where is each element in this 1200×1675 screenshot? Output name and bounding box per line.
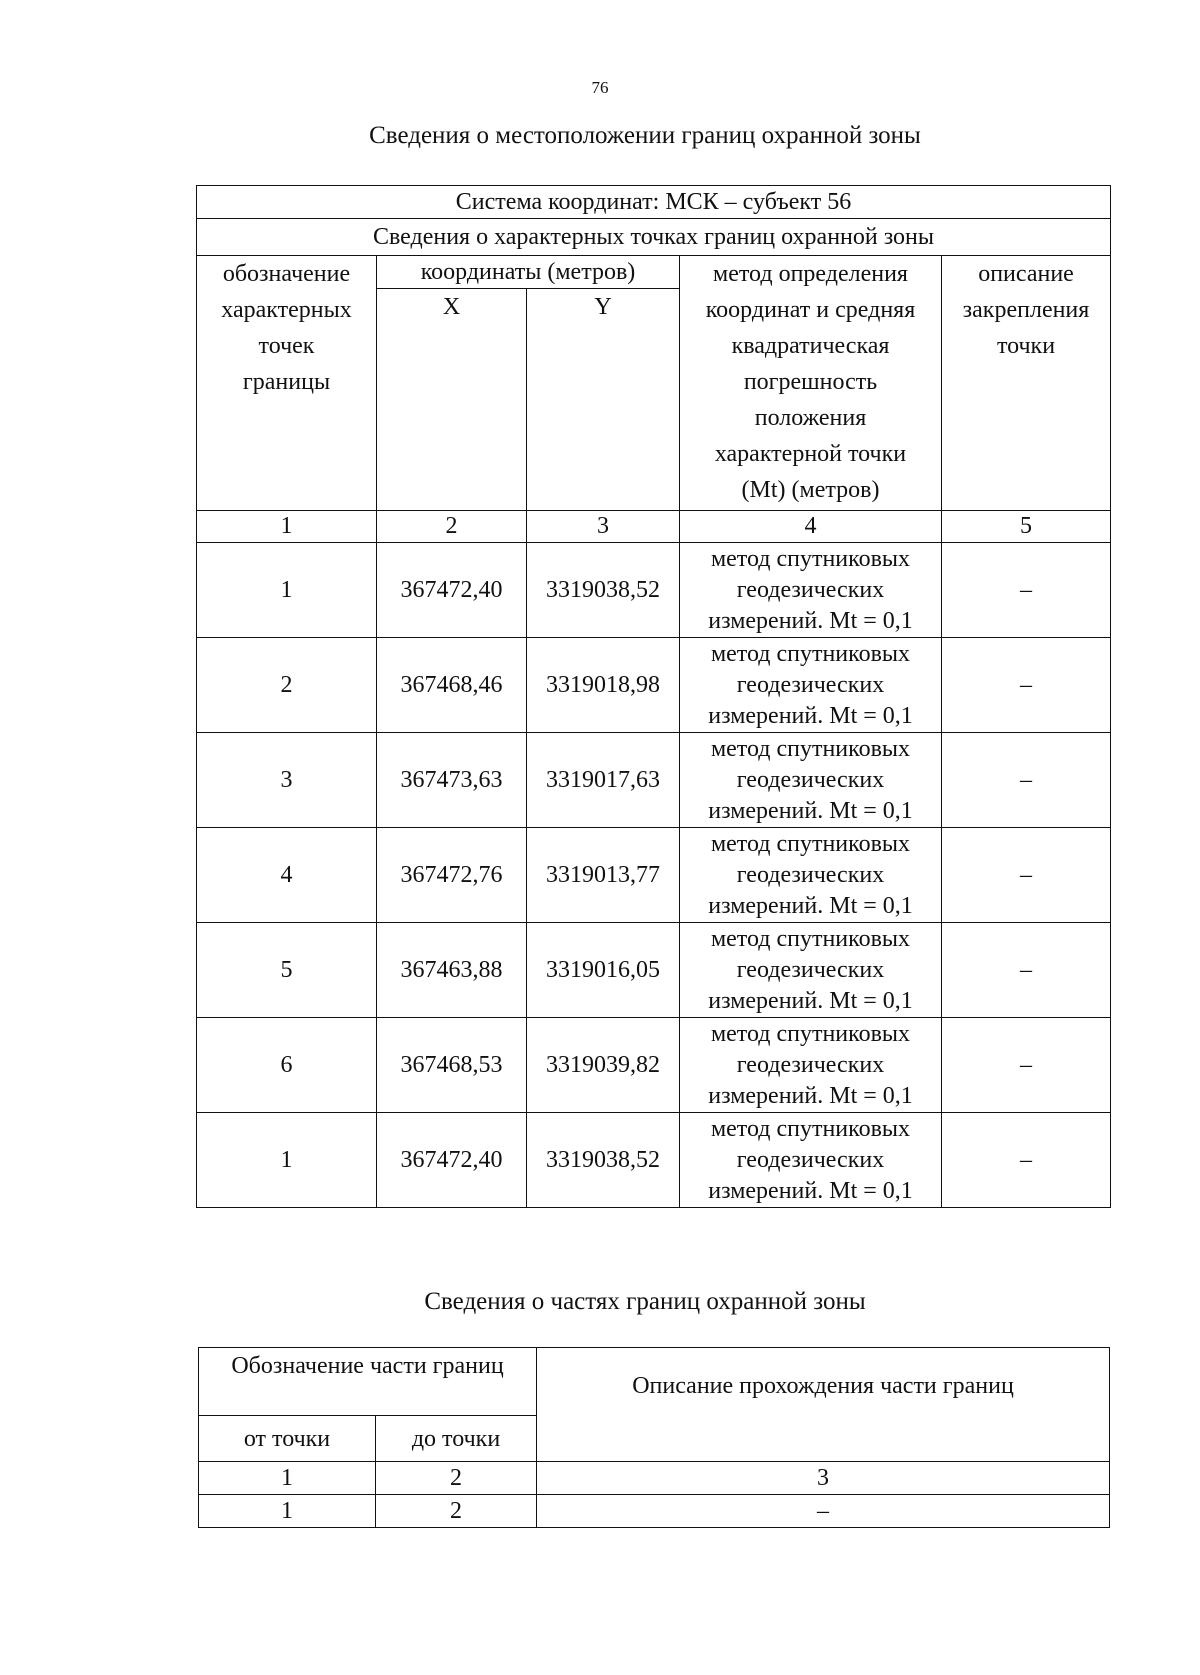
header-from-point: от точки bbox=[199, 1416, 376, 1462]
method-line: метод спутниковых bbox=[710, 545, 911, 572]
point-number: 6 bbox=[197, 1018, 377, 1113]
point-row bbox=[197, 543, 1111, 638]
coordinate-x: 367473,63 bbox=[377, 733, 527, 828]
coordinate-x: 367472,40 bbox=[377, 543, 527, 638]
header-part-designation: Обозначение части границ bbox=[199, 1348, 537, 1416]
point-description: – bbox=[942, 1018, 1111, 1113]
point-method bbox=[680, 1018, 942, 1113]
method-line: геодезических bbox=[736, 861, 885, 888]
column-number: 4 bbox=[680, 511, 942, 543]
column-number: 3 bbox=[537, 1462, 1110, 1495]
coordinate-x: 367472,40 bbox=[377, 1113, 527, 1208]
header-to-point: до точки bbox=[376, 1416, 537, 1462]
points-table bbox=[196, 185, 1111, 1208]
column-numbers-row bbox=[197, 511, 1111, 543]
parts-column-numbers-row bbox=[199, 1462, 1110, 1495]
header-line: закрепления bbox=[962, 297, 1090, 323]
coordinate-x: 367468,53 bbox=[377, 1018, 527, 1113]
coordinate-y: 3319016,05 bbox=[527, 923, 680, 1018]
column-number: 1 bbox=[197, 511, 377, 543]
method-line: геодезических bbox=[736, 671, 885, 698]
header-y: Y bbox=[527, 289, 680, 511]
point-method bbox=[680, 923, 942, 1018]
header-line: координат и средняя bbox=[705, 297, 916, 323]
method-line: геодезических bbox=[736, 1146, 885, 1173]
method-line: измерений. Mt = 0,1 bbox=[708, 1177, 913, 1204]
method-line: измерений. Mt = 0,1 bbox=[708, 892, 913, 919]
point-row bbox=[197, 638, 1111, 733]
point-number: 1 bbox=[197, 543, 377, 638]
coordinate-y: 3319038,52 bbox=[527, 543, 680, 638]
coordinate-y: 3319039,82 bbox=[527, 1018, 680, 1113]
point-method bbox=[680, 638, 942, 733]
point-description: – bbox=[942, 828, 1111, 923]
section-title-points: Сведения о местоположении границ охранной зоны bbox=[369, 122, 921, 149]
coordinate-x: 367472,76 bbox=[377, 828, 527, 923]
method-line: метод спутниковых bbox=[710, 1020, 911, 1047]
point-number: 5 bbox=[197, 923, 377, 1018]
point-description: – bbox=[942, 923, 1111, 1018]
header-line: точек bbox=[258, 333, 315, 359]
column-number: 2 bbox=[376, 1462, 537, 1495]
point-row bbox=[197, 1113, 1111, 1208]
point-description: – bbox=[942, 733, 1111, 828]
header-line: характерной точки bbox=[714, 441, 907, 467]
point-number: 2 bbox=[197, 638, 377, 733]
method-line: измерений. Mt = 0,1 bbox=[708, 607, 913, 634]
coordinate-y: 3319038,52 bbox=[527, 1113, 680, 1208]
header-x: X bbox=[377, 289, 527, 511]
parts-table bbox=[198, 1347, 1110, 1528]
header-coordinates: координаты (метров) bbox=[377, 256, 680, 289]
point-row bbox=[197, 828, 1111, 923]
column-number: 3 bbox=[527, 511, 680, 543]
page-number: 76 bbox=[591, 78, 609, 97]
point-description: – bbox=[942, 1113, 1111, 1208]
method-line: метод спутниковых bbox=[710, 925, 911, 952]
method-line: измерений. Mt = 0,1 bbox=[708, 702, 913, 729]
point-number: 1 bbox=[197, 1113, 377, 1208]
header-line: (Mt) (метров) bbox=[741, 477, 880, 503]
header-line: погрешность bbox=[743, 369, 878, 395]
header-line: обозначение bbox=[222, 261, 351, 287]
method-line: геодезических bbox=[736, 1051, 885, 1078]
method-line: геодезических bbox=[736, 956, 885, 983]
header-line: положения bbox=[754, 405, 867, 431]
coordinate-y: 3319018,98 bbox=[527, 638, 680, 733]
point-number: 3 bbox=[197, 733, 377, 828]
part-to: 2 bbox=[376, 1495, 537, 1528]
method-line: метод спутниковых bbox=[710, 735, 911, 762]
coordinate-x: 367463,88 bbox=[377, 923, 527, 1018]
coordinate-y: 3319013,77 bbox=[527, 828, 680, 923]
header-line: точки bbox=[996, 333, 1056, 359]
section-title-parts: Сведения о частях границ охранной зоны bbox=[424, 1288, 866, 1315]
point-row bbox=[197, 923, 1111, 1018]
point-description: – bbox=[942, 543, 1111, 638]
header-line: описание bbox=[978, 261, 1074, 287]
method-line: измерений. Mt = 0,1 bbox=[708, 1082, 913, 1109]
column-number: 1 bbox=[199, 1462, 376, 1495]
coordinate-x: 367468,46 bbox=[377, 638, 527, 733]
coord-system-header: Система координат: МСК – субъект 56 bbox=[197, 186, 1111, 219]
header-designation bbox=[197, 256, 377, 511]
header-line: квадратическая bbox=[731, 333, 890, 359]
point-description: – bbox=[942, 638, 1111, 733]
point-row bbox=[197, 1018, 1111, 1113]
column-number: 5 bbox=[942, 511, 1111, 543]
part-description: – bbox=[537, 1495, 1110, 1528]
header-line: метод определения bbox=[713, 261, 908, 287]
points-table-caption: Сведения о характерных точках границ охранной зоны bbox=[197, 219, 1111, 256]
point-number: 4 bbox=[197, 828, 377, 923]
method-line: измерений. Mt = 0,1 bbox=[708, 987, 913, 1014]
point-method bbox=[680, 1113, 942, 1208]
method-line: геодезических bbox=[736, 766, 885, 793]
header-line: границы bbox=[242, 369, 331, 395]
method-line: метод спутниковых bbox=[710, 1115, 911, 1142]
method-line: измерений. Mt = 0,1 bbox=[708, 797, 913, 824]
header-part-description: Описание прохождения части границ bbox=[537, 1348, 1110, 1462]
method-line: метод спутниковых bbox=[710, 830, 911, 857]
part-row bbox=[199, 1495, 1110, 1528]
method-line: метод спутниковых bbox=[710, 640, 911, 667]
header-description bbox=[942, 256, 1111, 511]
point-method bbox=[680, 733, 942, 828]
column-number: 2 bbox=[377, 511, 527, 543]
coordinate-y: 3319017,63 bbox=[527, 733, 680, 828]
method-line: геодезических bbox=[736, 576, 885, 603]
part-from: 1 bbox=[199, 1495, 376, 1528]
point-method bbox=[680, 543, 942, 638]
header-line: характерных bbox=[221, 297, 352, 323]
header-method bbox=[680, 256, 942, 511]
point-row bbox=[197, 733, 1111, 828]
point-method bbox=[680, 828, 942, 923]
